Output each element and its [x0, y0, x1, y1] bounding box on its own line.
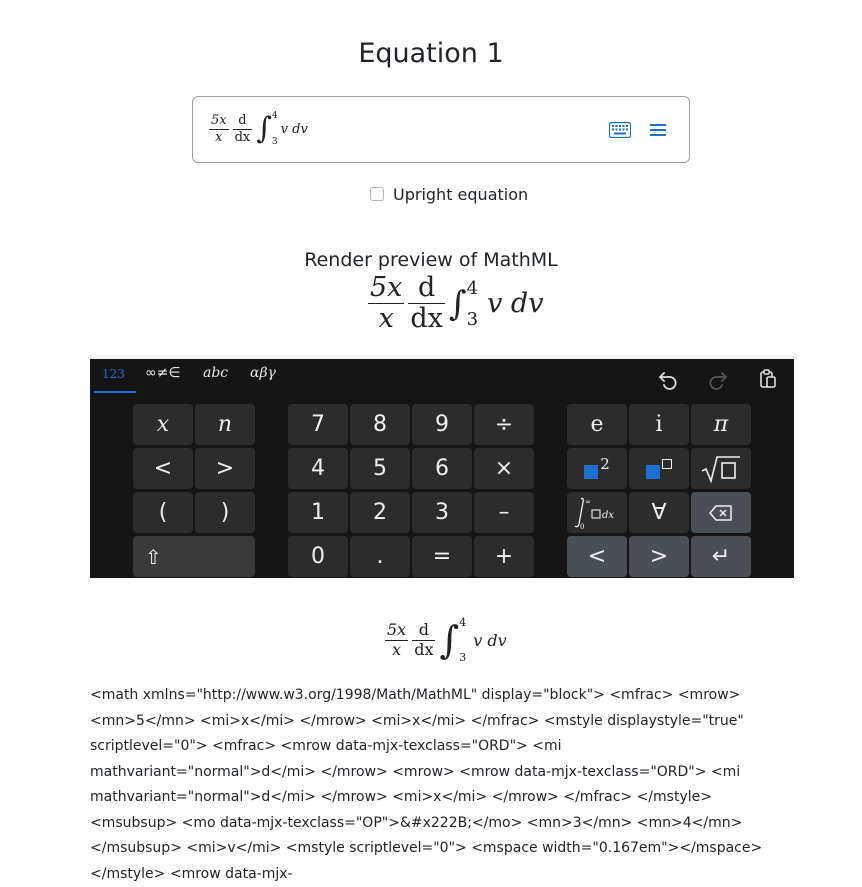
integral-symbol: ∫ [448, 283, 467, 324]
svg-text:∞: ∞ [585, 497, 591, 506]
key-n[interactable]: n [195, 404, 255, 445]
fraction-numerator: 5x [211, 112, 227, 128]
integral-symbol: ∫ [256, 111, 272, 146]
integral [449, 278, 478, 330]
coefficient-fraction [368, 274, 404, 334]
keyboard-icon[interactable] [609, 122, 631, 138]
derivative-denominator: dx [234, 129, 251, 145]
lower-limit: 3 [459, 651, 467, 664]
active-tab-indicator [94, 391, 136, 393]
equation-editor-content[interactable] [207, 111, 308, 147]
mathml-render-preview [366, 274, 543, 334]
preview-title: Render preview of MathML [304, 249, 558, 271]
fraction-denominator: x [378, 303, 394, 335]
page-title: Equation 1 [358, 38, 504, 69]
shift-key[interactable] [133, 536, 255, 577]
fraction-numerator: 5x [387, 619, 407, 639]
fraction-denominator: x [215, 129, 223, 145]
key-0[interactable]: 0 [288, 536, 348, 577]
key-right-paren[interactable]: ) [195, 492, 255, 533]
key-greater-than[interactable]: > [195, 448, 255, 489]
integrand: v dv [473, 630, 507, 650]
derivative-denominator: dx [410, 303, 443, 335]
derivative-numerator: d [418, 619, 429, 639]
key-x[interactable]: x [133, 404, 193, 445]
key-power[interactable] [629, 448, 689, 489]
menu-icon[interactable] [649, 121, 667, 139]
key-6[interactable]: 6 [412, 448, 472, 489]
derivative-fraction [233, 114, 253, 144]
coefficient-fraction [209, 114, 229, 144]
derivative-fraction [408, 274, 445, 334]
move-right-key[interactable]: > [629, 536, 689, 577]
integral [439, 616, 466, 664]
key-multiply[interactable]: × [474, 448, 534, 489]
derivative-denominator: dx [414, 639, 434, 659]
integral-symbol: ∫ [439, 618, 460, 662]
fraction-numerator: 5x [370, 272, 403, 303]
keyboard-tab-alphabetic[interactable]: abc [203, 365, 229, 381]
integrand: v dv [280, 121, 308, 137]
svg-text:0: 0 [580, 522, 585, 530]
upper-limit: 4 [459, 616, 467, 629]
key-7[interactable]: 7 [288, 404, 348, 445]
math-input-field[interactable] [192, 96, 690, 163]
upright-label: Upright equation [393, 184, 529, 204]
keyboard-tab-greek[interactable]: αβγ [250, 365, 276, 381]
undo-icon[interactable] [656, 367, 680, 391]
lower-limit: 3 [466, 308, 479, 330]
key-equals[interactable]: = [412, 536, 472, 577]
mathml-source-text: <math xmlns="http://www.w3.org/1998/Math/MathML" display="block"> <mfrac> <mrow> <mn>5</mn> <mi>x</mi> </mrow> <mi>x</mi> </mfrac> <mstyle displaystyle="true" scriptlevel="0"> <mfrac> <mrow data-mjx-texclass="ORD"> <mi mathvariant="normal">d</mi> </mrow> <mrow> <mrow data-mjx-texclass="ORD"> <mi mathvariant="normal">d</mi> </mrow> <mi>x</mi> </mrow> </mfrac> </mstyle> <msubsup> <mo data-mjx-texclass="OP">&#x222B;</mo> <mn>3</mn> <mn>4</mn> </msubsup> <mi>v</mi> <mstyle scriptlevel="0"> <mspace width="0.167em"></mspace> </mstyle> <mrow data-mjx- [90, 687, 763, 882]
redo-icon[interactable] [706, 367, 730, 391]
key-definite-integral[interactable] [567, 492, 627, 533]
integral-template-icon [571, 496, 623, 530]
exponent-label: 2 [600, 454, 610, 473]
integrand: v dv [487, 288, 544, 320]
upright-option[interactable] [370, 184, 528, 204]
upright-checkbox[interactable] [370, 187, 384, 201]
paste-icon[interactable] [756, 367, 780, 391]
move-left-key[interactable]: < [567, 536, 627, 577]
key-pi[interactable]: π [691, 404, 751, 445]
keyboard-tab-symbols[interactable]: ∞≠∈ [145, 365, 181, 381]
key-square[interactable] [567, 448, 627, 489]
lower-limit: 3 [271, 137, 278, 147]
integral [256, 111, 277, 147]
backspace-icon [709, 505, 733, 521]
key-forall[interactable]: ∀ [629, 492, 689, 533]
key-3[interactable]: 3 [412, 492, 472, 533]
backspace-key[interactable] [691, 492, 751, 533]
mathjax-render [383, 616, 507, 664]
upper-limit: 4 [466, 277, 479, 299]
upper-limit: 4 [271, 111, 278, 121]
placeholder-square-icon [584, 465, 598, 479]
key-left-paren[interactable]: ( [133, 492, 193, 533]
fraction-denominator: x [392, 639, 402, 659]
derivative-numerator: d [238, 112, 247, 128]
key-euler[interactable]: e [567, 404, 627, 445]
coefficient-fraction [385, 619, 408, 659]
key-divide[interactable]: ÷ [474, 404, 534, 445]
key-5[interactable]: 5 [350, 448, 410, 489]
derivative-fraction [412, 619, 435, 659]
key-imaginary[interactable]: i [629, 404, 689, 445]
derivative-numerator: d [418, 272, 436, 303]
svg-text:dx: dx [602, 509, 615, 521]
key-2[interactable]: 2 [350, 492, 410, 533]
key-1[interactable]: 1 [288, 492, 348, 533]
key-minus[interactable]: – [474, 492, 534, 533]
key-4[interactable]: 4 [288, 448, 348, 489]
key-9[interactable]: 9 [412, 404, 472, 445]
enter-key[interactable]: ↵ [691, 536, 751, 577]
sqrt-icon [699, 454, 743, 484]
key-sqrt[interactable] [691, 448, 751, 489]
key-less-than[interactable]: < [133, 448, 193, 489]
virtual-keyboard [90, 355, 794, 578]
placeholder-exponent-icon [662, 459, 672, 469]
shift-icon: ⇧ [145, 544, 162, 569]
key-plus[interactable]: + [474, 536, 534, 577]
key-8[interactable]: 8 [350, 404, 410, 445]
keyboard-tab-numeric[interactable]: 123 [102, 367, 125, 381]
key-decimal[interactable]: . [350, 536, 410, 577]
placeholder-base-icon [646, 465, 660, 479]
